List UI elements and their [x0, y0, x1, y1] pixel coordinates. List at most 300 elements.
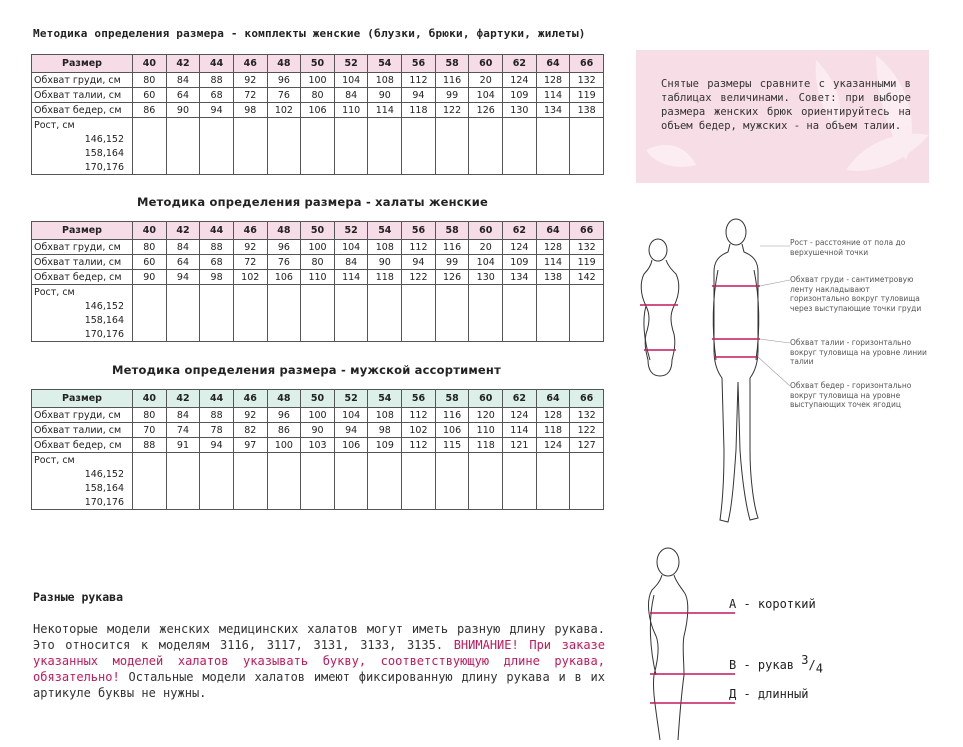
size-header-cell: 40	[133, 222, 167, 240]
robes-table-title: Методика определения размера - халаты женские	[137, 195, 489, 209]
table-cell: 108	[368, 240, 402, 255]
table-cell: 78	[200, 423, 234, 438]
table-cell: 86	[133, 103, 167, 118]
table-cell: 60	[133, 255, 167, 270]
table-cell-empty	[133, 299, 167, 313]
size-header-cell: 42	[166, 222, 200, 240]
table-cell-empty	[166, 481, 200, 495]
table-cell: 112	[402, 73, 436, 88]
table-cell: 90	[301, 423, 335, 438]
table-cell-empty	[334, 453, 368, 468]
size-header-cell: 44	[200, 222, 234, 240]
table-cell-empty	[133, 132, 167, 146]
table-cell-empty	[133, 481, 167, 495]
table-cell-empty	[166, 327, 200, 342]
table-cell-empty	[233, 313, 267, 327]
table-cell: 138	[570, 103, 604, 118]
table-cell: 114	[536, 88, 570, 103]
table-cell-empty	[435, 495, 469, 510]
table-cell: 84	[166, 240, 200, 255]
table-cell-empty	[200, 453, 234, 468]
table-cell: 88	[200, 408, 234, 423]
table-cell: 80	[133, 73, 167, 88]
robes-size-table	[31, 221, 604, 342]
size-header-cell: 52	[334, 55, 368, 73]
table-cell-empty	[536, 495, 570, 510]
table-cell: 115	[435, 438, 469, 453]
body-figures-illustration	[630, 210, 790, 530]
size-header-cell: 60	[469, 55, 503, 73]
table-cell: 110	[301, 270, 335, 285]
table-cell-empty	[200, 313, 234, 327]
table-cell-empty	[503, 146, 537, 160]
table-cell: 94	[166, 270, 200, 285]
table-row-hips	[32, 270, 604, 285]
table-cell: 116	[435, 408, 469, 423]
table-row-hips	[32, 103, 604, 118]
size-header-cell: 44	[200, 390, 234, 408]
table-cell: 92	[233, 240, 267, 255]
table-cell-empty	[267, 313, 301, 327]
table-cell-empty	[536, 467, 570, 481]
table-cell: 84	[166, 408, 200, 423]
size-header-cell: 58	[435, 222, 469, 240]
table-cell: 114	[536, 255, 570, 270]
table-cell-empty	[536, 481, 570, 495]
table-cell-empty	[469, 467, 503, 481]
table-cell-empty	[166, 146, 200, 160]
table-cell-empty	[435, 132, 469, 146]
table-cell-empty	[166, 285, 200, 300]
table-cell: 102	[267, 103, 301, 118]
table-row-height-label	[32, 285, 604, 300]
table-cell-empty	[133, 453, 167, 468]
table-cell-empty	[570, 313, 604, 327]
table-cell-empty	[570, 299, 604, 313]
height-value: 170,176	[32, 327, 133, 342]
row-label-hips: Обхват бедер, см	[32, 270, 133, 285]
table-cell-empty	[301, 118, 335, 133]
sleeve-label-b-text: В - рукав	[729, 658, 795, 672]
table-cell-empty	[435, 146, 469, 160]
height-value: 146,152	[32, 299, 133, 313]
height-value: 146,152	[32, 132, 133, 146]
table-cell-empty	[334, 285, 368, 300]
table-cell-empty	[368, 146, 402, 160]
table-cell-empty	[469, 132, 503, 146]
table-cell-empty	[435, 299, 469, 313]
table-cell-empty	[368, 327, 402, 342]
table-cell-empty	[166, 313, 200, 327]
table-cell-empty	[503, 285, 537, 300]
table-cell-empty	[267, 327, 301, 342]
table-cell-empty	[233, 495, 267, 510]
table-cell-empty	[469, 118, 503, 133]
table-cell-empty	[469, 285, 503, 300]
table-cell-empty	[570, 467, 604, 481]
table-cell: 109	[503, 255, 537, 270]
table-cell-empty	[536, 285, 570, 300]
table-cell: 132	[570, 240, 604, 255]
table-cell-empty	[570, 146, 604, 160]
table-cell-empty	[469, 495, 503, 510]
men-table-title: Методика определения размера - мужской ассортимент	[112, 363, 501, 377]
table-cell-empty	[368, 118, 402, 133]
table-cell-empty	[200, 481, 234, 495]
table-cell: 138	[536, 270, 570, 285]
size-header-cell: 46	[233, 55, 267, 73]
table-cell-empty	[402, 453, 436, 468]
table-cell: 103	[301, 438, 335, 453]
table-cell: 108	[368, 73, 402, 88]
table-cell-empty	[469, 160, 503, 175]
table-cell: 94	[334, 423, 368, 438]
table-cell-empty	[503, 327, 537, 342]
table-cell-empty	[133, 146, 167, 160]
table-cell-empty	[301, 453, 335, 468]
table-cell: 108	[368, 408, 402, 423]
size-header-cell: 42	[166, 55, 200, 73]
sleeve-label-a: А - короткий	[729, 597, 816, 611]
table-cell: 98	[368, 423, 402, 438]
table-cell: 80	[133, 240, 167, 255]
table-cell: 98	[200, 270, 234, 285]
table-cell: 106	[267, 270, 301, 285]
row-label-height: Рост, см	[32, 285, 133, 300]
table-cell: 120	[469, 408, 503, 423]
note-chest: Обхват груди - сантиметровую ленту накладывают горизонтально вокруг туловища через выступающие точки груди	[790, 275, 922, 313]
table-cell-empty	[435, 467, 469, 481]
table-cell: 90	[368, 255, 402, 270]
table-cell: 100	[301, 408, 335, 423]
table-cell: 70	[133, 423, 167, 438]
note-waist: Обхват талии - горизонтально вокруг туловища на уровне линии талии	[790, 338, 927, 366]
table-cell: 90	[368, 88, 402, 103]
table-row-waist	[32, 88, 604, 103]
table-cell-empty	[503, 132, 537, 146]
size-header-cell: 56	[402, 390, 436, 408]
size-header-cell: 54	[368, 390, 402, 408]
table-cell-empty	[469, 146, 503, 160]
table-cell-empty	[503, 160, 537, 175]
size-header-cell: 50	[301, 390, 335, 408]
table-cell-empty	[570, 132, 604, 146]
table-cell-empty	[301, 467, 335, 481]
table-cell: 110	[469, 423, 503, 438]
table-cell-empty	[402, 132, 436, 146]
table-cell-empty	[503, 313, 537, 327]
table-cell-empty	[133, 327, 167, 342]
table-cell-empty	[267, 467, 301, 481]
row-label-waist: Обхват талии, см	[32, 88, 133, 103]
table-row-height	[32, 327, 604, 342]
table-cell-empty	[368, 453, 402, 468]
table-cell: 126	[435, 270, 469, 285]
table-cell: 100	[267, 438, 301, 453]
women-size-table	[31, 54, 604, 175]
table-cell-empty	[536, 132, 570, 146]
table-cell-empty	[233, 146, 267, 160]
table-cell: 114	[503, 423, 537, 438]
table-cell-empty	[435, 327, 469, 342]
table-cell: 94	[402, 255, 436, 270]
table-cell-empty	[334, 160, 368, 175]
table-cell-empty	[166, 495, 200, 510]
size-header-cell: 46	[233, 390, 267, 408]
table-cell: 96	[267, 408, 301, 423]
table-row-height	[32, 481, 604, 495]
table-cell-empty	[133, 313, 167, 327]
table-cell-empty	[267, 299, 301, 313]
table-cell-empty	[267, 495, 301, 510]
table-cell-empty	[301, 495, 335, 510]
table-cell-empty	[301, 146, 335, 160]
size-header-cell: 54	[368, 55, 402, 73]
size-header-cell: 48	[267, 390, 301, 408]
table-cell: 119	[570, 255, 604, 270]
row-label-height: Рост, см	[32, 118, 133, 133]
note-height: Рост - расстояние от пола до верхушечной точки	[790, 238, 906, 257]
table-cell: 104	[334, 240, 368, 255]
table-row-height	[32, 146, 604, 160]
table-cell: 121	[503, 438, 537, 453]
table-cell: 68	[200, 88, 234, 103]
table-cell: 128	[536, 73, 570, 88]
table-cell: 118	[402, 103, 436, 118]
table-cell: 94	[200, 438, 234, 453]
table-cell-empty	[570, 285, 604, 300]
table-cell: 109	[368, 438, 402, 453]
size-header-cell: 52	[334, 390, 368, 408]
table-cell: 124	[503, 73, 537, 88]
size-header-cell: 40	[133, 390, 167, 408]
table-cell-empty	[334, 495, 368, 510]
table-cell-empty	[503, 453, 537, 468]
table-cell: 124	[503, 240, 537, 255]
table-cell-empty	[200, 160, 234, 175]
size-header-cell: 50	[301, 222, 335, 240]
table-cell-empty	[469, 313, 503, 327]
table-row-height	[32, 299, 604, 313]
table-cell-empty	[402, 313, 436, 327]
table-cell: 112	[402, 408, 436, 423]
table-cell-empty	[301, 160, 335, 175]
table-cell-empty	[570, 481, 604, 495]
row-label-waist: Обхват талии, см	[32, 255, 133, 270]
sleeve-figure-illustration	[640, 540, 750, 745]
table-cell-empty	[334, 481, 368, 495]
table-cell-empty	[368, 467, 402, 481]
sleeves-warning: ВНИМАНИЕ! При заказе указанных моделей халатов указывать букву, соответствующую длине рукава, обязательно!	[33, 638, 605, 684]
table-cell-empty	[334, 313, 368, 327]
table-cell-empty	[200, 118, 234, 133]
table-cell-empty	[133, 467, 167, 481]
table-cell-empty	[166, 160, 200, 175]
table-cell: 91	[166, 438, 200, 453]
table-cell-empty	[368, 132, 402, 146]
table-cell: 99	[435, 88, 469, 103]
table-cell: 84	[334, 88, 368, 103]
table-cell: 76	[267, 255, 301, 270]
table-cell-empty	[334, 299, 368, 313]
table-cell-empty	[402, 146, 436, 160]
table-cell-empty	[503, 481, 537, 495]
table-cell: 20	[469, 240, 503, 255]
table-row-chest	[32, 73, 604, 88]
women-table-title: Методика определения размера - комплекты женские (блузки, брюки, фартуки, жилеты)	[33, 27, 586, 40]
size-header-cell: 48	[267, 222, 301, 240]
table-row-waist	[32, 255, 604, 270]
table-cell: 80	[301, 255, 335, 270]
table-cell-empty	[166, 453, 200, 468]
table-cell: 122	[435, 103, 469, 118]
table-cell: 64	[166, 255, 200, 270]
table-cell: 92	[233, 73, 267, 88]
table-cell-empty	[233, 467, 267, 481]
size-header-cell: 62	[503, 222, 537, 240]
sleeve-label-b-num: 3	[801, 653, 809, 667]
table-cell: 110	[334, 103, 368, 118]
table-row-height-label	[32, 118, 604, 133]
table-cell-empty	[503, 467, 537, 481]
table-row-height-label	[32, 453, 604, 468]
table-cell: 142	[570, 270, 604, 285]
table-cell-empty	[233, 285, 267, 300]
size-header-label: Размер	[32, 55, 133, 73]
table-row-height	[32, 467, 604, 481]
table-cell-empty	[368, 495, 402, 510]
table-cell: 134	[503, 270, 537, 285]
size-header-cell: 60	[469, 222, 503, 240]
height-value: 158,164	[32, 146, 133, 160]
table-cell: 100	[301, 240, 335, 255]
table-cell-empty	[503, 299, 537, 313]
table-row-height	[32, 160, 604, 175]
table-cell-empty	[267, 146, 301, 160]
table-cell: 104	[334, 408, 368, 423]
size-header-row	[32, 222, 604, 240]
table-cell: 104	[334, 73, 368, 88]
row-label-chest: Обхват груди, см	[32, 73, 133, 88]
table-cell-empty	[402, 327, 436, 342]
table-cell-empty	[570, 327, 604, 342]
row-label-hips: Обхват бедер, см	[32, 103, 133, 118]
table-cell: 88	[200, 240, 234, 255]
table-cell-empty	[402, 118, 436, 133]
table-cell-empty	[368, 160, 402, 175]
table-cell: 130	[469, 270, 503, 285]
table-cell: 122	[570, 423, 604, 438]
height-value: 158,164	[32, 313, 133, 327]
table-cell-empty	[334, 146, 368, 160]
table-cell: 116	[435, 240, 469, 255]
table-cell-empty	[469, 481, 503, 495]
table-cell-empty	[435, 481, 469, 495]
table-cell: 126	[469, 103, 503, 118]
table-cell-empty	[200, 299, 234, 313]
men-size-table	[31, 389, 604, 510]
table-cell: 132	[570, 408, 604, 423]
table-cell: 109	[503, 88, 537, 103]
size-header-cell: 58	[435, 390, 469, 408]
table-cell: 114	[334, 270, 368, 285]
table-cell: 72	[233, 88, 267, 103]
sleeves-title: Разные рукава	[33, 590, 124, 604]
table-cell-empty	[133, 285, 167, 300]
table-cell: 98	[233, 103, 267, 118]
table-cell: 116	[435, 73, 469, 88]
table-cell-empty	[570, 495, 604, 510]
table-row-height	[32, 313, 604, 327]
table-cell: 130	[503, 103, 537, 118]
table-cell-empty	[334, 132, 368, 146]
table-cell-empty	[503, 495, 537, 510]
table-cell: 82	[233, 423, 267, 438]
sleeves-paragraph	[33, 621, 605, 701]
table-cell: 88	[133, 438, 167, 453]
table-row-chest	[32, 240, 604, 255]
size-header-row	[32, 390, 604, 408]
size-header-cell: 64	[536, 55, 570, 73]
table-cell-empty	[402, 481, 436, 495]
table-cell-empty	[301, 132, 335, 146]
table-cell: 80	[301, 88, 335, 103]
table-cell-empty	[301, 481, 335, 495]
size-header-cell: 58	[435, 55, 469, 73]
table-cell: 72	[233, 255, 267, 270]
table-cell: 112	[402, 438, 436, 453]
table-cell-empty	[368, 313, 402, 327]
row-label-height: Рост, см	[32, 453, 133, 468]
table-cell-empty	[368, 481, 402, 495]
height-value: 146,152	[32, 467, 133, 481]
size-header-cell: 60	[469, 390, 503, 408]
table-cell: 68	[200, 255, 234, 270]
table-row-hips	[32, 438, 604, 453]
table-cell-empty	[570, 118, 604, 133]
table-cell: 114	[368, 103, 402, 118]
table-cell: 64	[166, 88, 200, 103]
table-cell-empty	[368, 299, 402, 313]
tip-box	[636, 50, 929, 183]
table-cell-empty	[435, 118, 469, 133]
sleeve-label-d: Д - длинный	[729, 687, 809, 701]
table-cell-empty	[267, 118, 301, 133]
table-cell-empty	[435, 453, 469, 468]
table-cell: 104	[469, 88, 503, 103]
table-cell: 118	[368, 270, 402, 285]
size-header-cell: 66	[570, 390, 604, 408]
table-cell: 84	[334, 255, 368, 270]
table-cell-empty	[200, 327, 234, 342]
table-cell-empty	[233, 160, 267, 175]
size-header-cell: 42	[166, 390, 200, 408]
table-cell-empty	[200, 495, 234, 510]
table-cell-empty	[233, 481, 267, 495]
size-header-cell: 54	[368, 222, 402, 240]
table-cell-empty	[200, 132, 234, 146]
row-label-chest: Обхват груди, см	[32, 408, 133, 423]
table-cell-empty	[166, 299, 200, 313]
table-cell-empty	[368, 285, 402, 300]
height-value: 170,176	[32, 160, 133, 175]
table-cell-empty	[469, 299, 503, 313]
table-cell: 128	[536, 408, 570, 423]
table-cell: 119	[570, 88, 604, 103]
size-header-cell: 40	[133, 55, 167, 73]
size-header-cell: 48	[267, 55, 301, 73]
table-cell: 60	[133, 88, 167, 103]
